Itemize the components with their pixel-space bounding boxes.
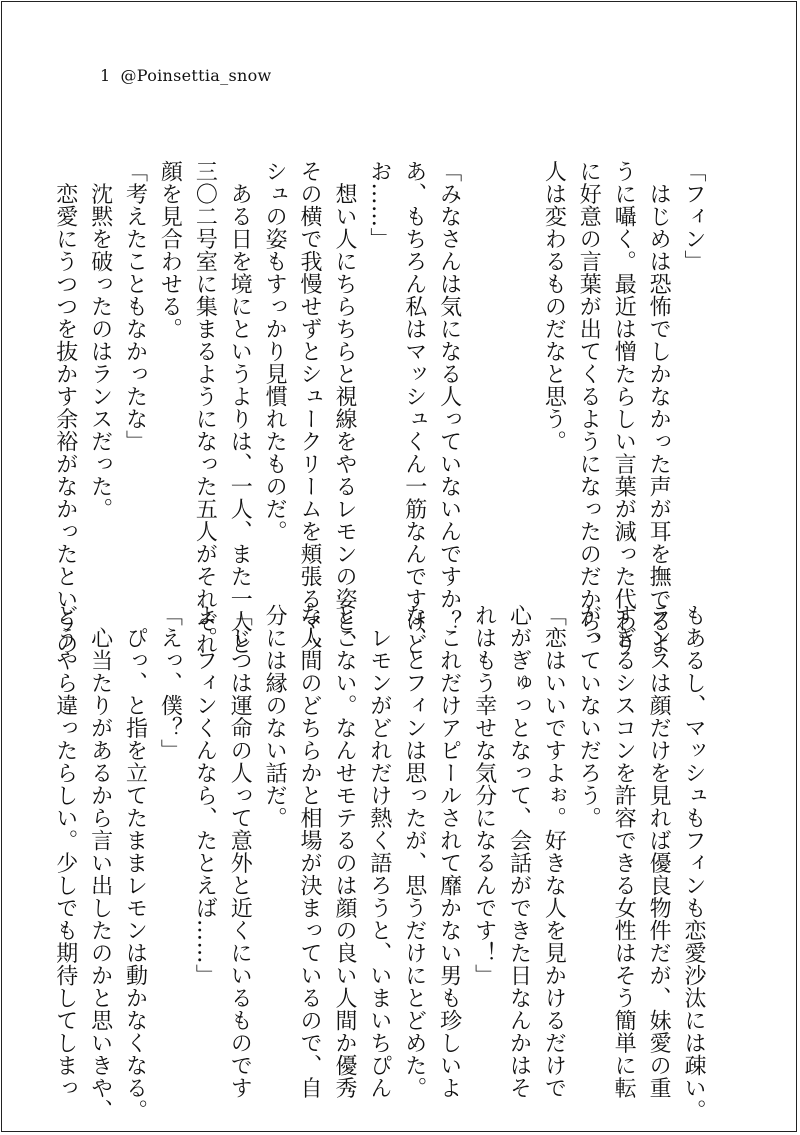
text-line: 「じつは運命の人って意外と近くにいるものです xyxy=(227,604,253,1099)
text-line: とこない。なんせモテるのは顔の良い人間か優秀 xyxy=(331,604,357,1099)
text-line: これだけアピールされて靡かない男も珍しいよ xyxy=(436,604,462,1099)
text-line: 「フィン」 xyxy=(681,160,706,273)
text-line: がっていないだろう。 xyxy=(576,604,602,829)
text-line: 人は変わるものだなと思う。 xyxy=(541,160,567,453)
text-line xyxy=(466,160,501,555)
text-line: どうやら違ったらしい。少しでも期待してしまっ xyxy=(52,604,78,1099)
text-line: に好意の言葉が出てくるようになったのだから、 xyxy=(576,160,602,655)
text-line: 分には縁のない話だ。 xyxy=(262,604,288,829)
text-line: 想い人にちらちらと視線をやるレモンの姿と、 xyxy=(331,160,357,655)
text-line: ある日を境にというよりは、一人、また一人と xyxy=(227,160,253,655)
text-line: 「恋はいいですよぉ。好きな人を見かけるだけで xyxy=(541,604,567,1099)
text-line: すぎるシスコンを許容できる女性はそう簡単に転 xyxy=(611,604,637,1099)
text-line: レモンがどれだけ熱く語ろうと、いまいちぴん xyxy=(366,604,392,1099)
text-line: うに囁く。最近は憎たらしい言葉が減った代わり xyxy=(611,160,637,655)
text-line: もあるし、マッシュもフィンも恋愛沙汰には疎い。 xyxy=(681,604,706,1122)
author-handle: @Poinsettia_snow xyxy=(120,66,272,85)
text-line: 沈黙を破ったのはランスだった。 xyxy=(87,160,113,520)
text-line: よ。フィンくんなら、たとえば……」 xyxy=(192,604,218,987)
text-line: 心がぎゅっとなって、会話ができた日なんかはそ xyxy=(506,604,532,1099)
text-line: その横で我慢せずとシュークリームを頬張るマッ xyxy=(297,160,323,655)
text-line: シュの姿もすっかり見慣れたものだ。 xyxy=(262,160,288,543)
text-line: ランスは顔だけを見れば優良物件だが、妹愛の重 xyxy=(646,604,672,1099)
text-line: な人間のどちらかと相場が決まっているので、自 xyxy=(297,604,323,1099)
text-line: あ、もちろん私はマッシュくん一筋なんですけど xyxy=(401,160,427,655)
text-line: 心当たりがあるから言い出したのかと思いきや、 xyxy=(87,604,113,1122)
text-line: な、とフィンは思ったが、思うだけにとどめた。 xyxy=(401,604,427,1099)
text-line: 「えっ、僕？」 xyxy=(157,604,183,762)
text-line: 恋愛にうつつを抜かす余裕がなかったというの xyxy=(52,160,78,655)
text-line: はじめは恐怖でしかなかった声が耳を撫でるよ xyxy=(646,160,672,655)
text-line: 「みなさんは気になる人っていないんですか？ xyxy=(436,160,462,633)
text-line: れはもう幸せな気分になるんです！」 xyxy=(471,604,497,987)
page-header xyxy=(100,66,272,85)
page-number: 1 xyxy=(100,66,111,85)
upper-text-block xyxy=(47,160,710,655)
text-line xyxy=(501,160,536,555)
text-line: 三〇二号室に集まるようになった五人がそれぞれ xyxy=(192,160,218,655)
text-line: 「考えたこともなかったな」 xyxy=(122,160,148,453)
text-line: 顔を見合わせる。 xyxy=(157,160,183,340)
text-line: ぴっ、と指を立てたままレモンは動かなくなる。 xyxy=(122,604,148,1122)
text-line: お……」 xyxy=(366,160,392,250)
lower-text-block xyxy=(47,604,710,1122)
